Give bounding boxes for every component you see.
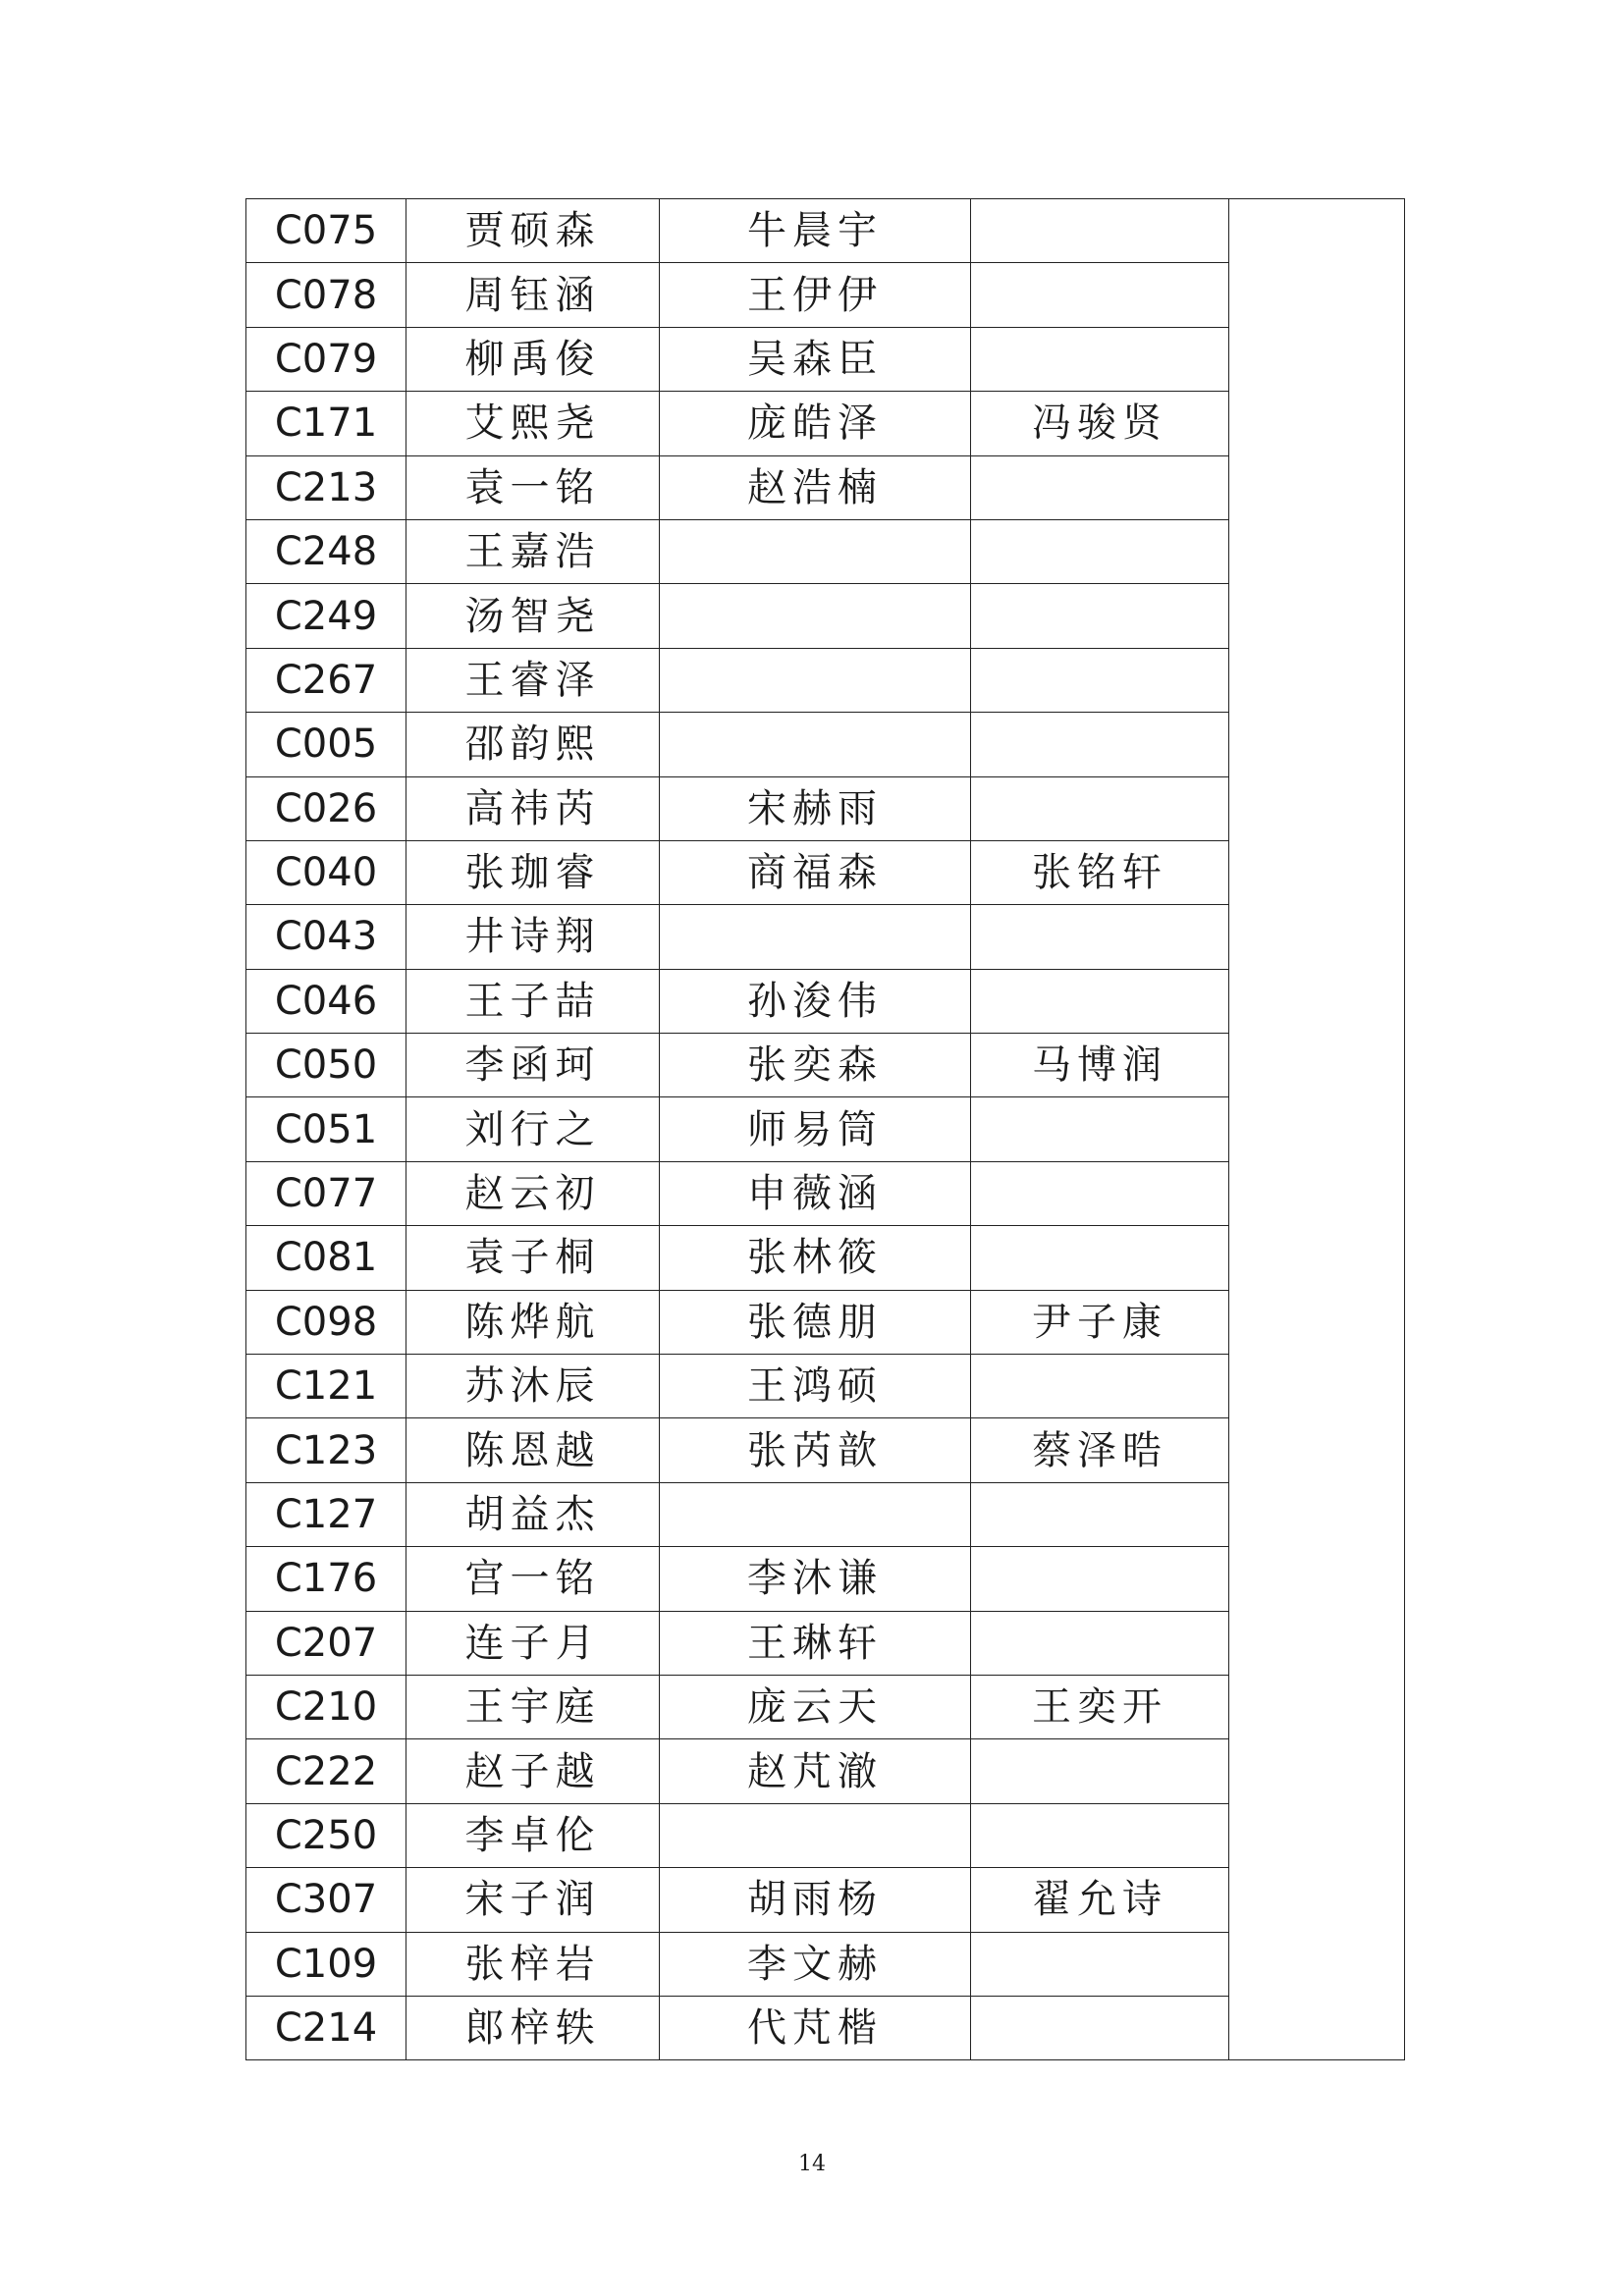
team-code-cell: C127: [246, 1482, 406, 1546]
member-3-cell: [971, 1097, 1229, 1161]
member-1-cell: 连子月: [406, 1611, 660, 1675]
team-code-cell: C109: [246, 1932, 406, 1996]
team-code-cell: C077: [246, 1161, 406, 1225]
member-1-cell: 王宇庭: [406, 1675, 660, 1738]
member-1-cell: 苏沐辰: [406, 1355, 660, 1418]
member-2-cell: 申薇涵: [660, 1161, 971, 1225]
member-3-cell: 尹子康: [971, 1290, 1229, 1354]
member-3-cell: [971, 1932, 1229, 1996]
table-row: [246, 199, 1405, 263]
team-code-cell: C214: [246, 1996, 406, 2059]
member-3-cell: [971, 1547, 1229, 1611]
member-2-cell: 吴森臣: [660, 327, 971, 391]
member-2-cell: [660, 905, 971, 969]
team-code-cell: C250: [246, 1803, 406, 1867]
team-code-cell: C222: [246, 1739, 406, 1803]
team-code-cell: C267: [246, 648, 406, 712]
member-1-cell: 柳禹俊: [406, 327, 660, 391]
member-3-cell: 蔡泽晧: [971, 1418, 1229, 1482]
member-2-cell: 胡雨杨: [660, 1868, 971, 1932]
remarks-cell: [1229, 199, 1405, 2060]
member-3-cell: 王奕开: [971, 1675, 1229, 1738]
team-code-cell: C248: [246, 519, 406, 583]
team-code-cell: C075: [246, 199, 406, 263]
member-1-cell: 胡益杰: [406, 1482, 660, 1546]
team-code-cell: C171: [246, 392, 406, 455]
member-2-cell: 孙浚伟: [660, 969, 971, 1033]
member-1-cell: 张珈睿: [406, 840, 660, 904]
member-1-cell: 李卓伦: [406, 1803, 660, 1867]
member-1-cell: 赵云初: [406, 1161, 660, 1225]
member-3-cell: 冯骏贤: [971, 392, 1229, 455]
member-3-cell: [971, 199, 1229, 263]
member-3-cell: [971, 969, 1229, 1033]
member-2-cell: 张德朋: [660, 1290, 971, 1354]
member-1-cell: 袁子桐: [406, 1226, 660, 1290]
member-1-cell: 刘行之: [406, 1097, 660, 1161]
member-1-cell: 郎梓轶: [406, 1996, 660, 2059]
member-3-cell: [971, 776, 1229, 840]
member-3-cell: [971, 1739, 1229, 1803]
member-1-cell: 李函珂: [406, 1034, 660, 1097]
member-3-cell: 马博润: [971, 1034, 1229, 1097]
page-number: 14: [798, 2152, 826, 2176]
member-2-cell: 王琳轩: [660, 1611, 971, 1675]
member-1-cell: 邵韵熙: [406, 713, 660, 776]
member-2-cell: 牛晨宇: [660, 199, 971, 263]
member-3-cell: [971, 1161, 1229, 1225]
member-2-cell: [660, 1482, 971, 1546]
team-code-cell: C026: [246, 776, 406, 840]
member-1-cell: 张梓岩: [406, 1932, 660, 1996]
member-2-cell: [660, 519, 971, 583]
member-2-cell: 代芃楷: [660, 1996, 971, 2059]
member-3-cell: [971, 1803, 1229, 1867]
member-3-cell: [971, 327, 1229, 391]
member-3-cell: [971, 519, 1229, 583]
member-2-cell: 张奕森: [660, 1034, 971, 1097]
member-3-cell: [971, 905, 1229, 969]
member-2-cell: 庞皓泽: [660, 392, 971, 455]
member-2-cell: 宋赫雨: [660, 776, 971, 840]
member-3-cell: [971, 584, 1229, 648]
roster-table: [245, 198, 1405, 2060]
team-code-cell: C046: [246, 969, 406, 1033]
team-code-cell: C123: [246, 1418, 406, 1482]
member-3-cell: 翟允诗: [971, 1868, 1229, 1932]
member-3-cell: [971, 263, 1229, 327]
member-1-cell: 王子喆: [406, 969, 660, 1033]
member-2-cell: 王伊伊: [660, 263, 971, 327]
team-code-cell: C078: [246, 263, 406, 327]
member-2-cell: [660, 648, 971, 712]
member-2-cell: 张芮歆: [660, 1418, 971, 1482]
member-1-cell: 周钰涵: [406, 263, 660, 327]
member-2-cell: [660, 713, 971, 776]
member-1-cell: 赵子越: [406, 1739, 660, 1803]
member-2-cell: 李沐谦: [660, 1547, 971, 1611]
member-3-cell: [971, 1226, 1229, 1290]
team-code-cell: C051: [246, 1097, 406, 1161]
team-code-cell: C040: [246, 840, 406, 904]
team-code-cell: C081: [246, 1226, 406, 1290]
team-code-cell: C005: [246, 713, 406, 776]
member-1-cell: 宫一铭: [406, 1547, 660, 1611]
member-1-cell: 汤智尧: [406, 584, 660, 648]
member-1-cell: 艾熙尧: [406, 392, 660, 455]
member-2-cell: 师易筒: [660, 1097, 971, 1161]
team-code-cell: C079: [246, 327, 406, 391]
member-3-cell: [971, 1482, 1229, 1546]
member-1-cell: 陈烨航: [406, 1290, 660, 1354]
member-2-cell: 商福森: [660, 840, 971, 904]
member-1-cell: 王嘉浩: [406, 519, 660, 583]
member-1-cell: 井诗翔: [406, 905, 660, 969]
member-3-cell: 张铭轩: [971, 840, 1229, 904]
team-code-cell: C213: [246, 455, 406, 519]
member-1-cell: 高祎芮: [406, 776, 660, 840]
team-code-cell: C249: [246, 584, 406, 648]
team-code-cell: C307: [246, 1868, 406, 1932]
member-1-cell: 贾硕森: [406, 199, 660, 263]
member-1-cell: 陈恩越: [406, 1418, 660, 1482]
team-code-cell: C176: [246, 1547, 406, 1611]
member-3-cell: [971, 1996, 1229, 2059]
member-2-cell: [660, 584, 971, 648]
member-1-cell: 宋子润: [406, 1868, 660, 1932]
team-code-cell: C210: [246, 1675, 406, 1738]
member-2-cell: 赵芃澈: [660, 1739, 971, 1803]
member-3-cell: [971, 1355, 1229, 1418]
member-2-cell: 庞云天: [660, 1675, 971, 1738]
member-2-cell: 王鸿硕: [660, 1355, 971, 1418]
member-2-cell: 张林筱: [660, 1226, 971, 1290]
team-code-cell: C121: [246, 1355, 406, 1418]
roster-table-body: [246, 199, 1405, 2060]
member-1-cell: 袁一铭: [406, 455, 660, 519]
team-code-cell: C098: [246, 1290, 406, 1354]
member-3-cell: [971, 713, 1229, 776]
member-3-cell: [971, 455, 1229, 519]
team-code-cell: C043: [246, 905, 406, 969]
team-code-cell: C050: [246, 1034, 406, 1097]
member-1-cell: 王睿泽: [406, 648, 660, 712]
team-code-cell: C207: [246, 1611, 406, 1675]
member-2-cell: 李文赫: [660, 1932, 971, 1996]
member-3-cell: [971, 1611, 1229, 1675]
member-3-cell: [971, 648, 1229, 712]
member-2-cell: 赵浩楠: [660, 455, 971, 519]
member-2-cell: [660, 1803, 971, 1867]
